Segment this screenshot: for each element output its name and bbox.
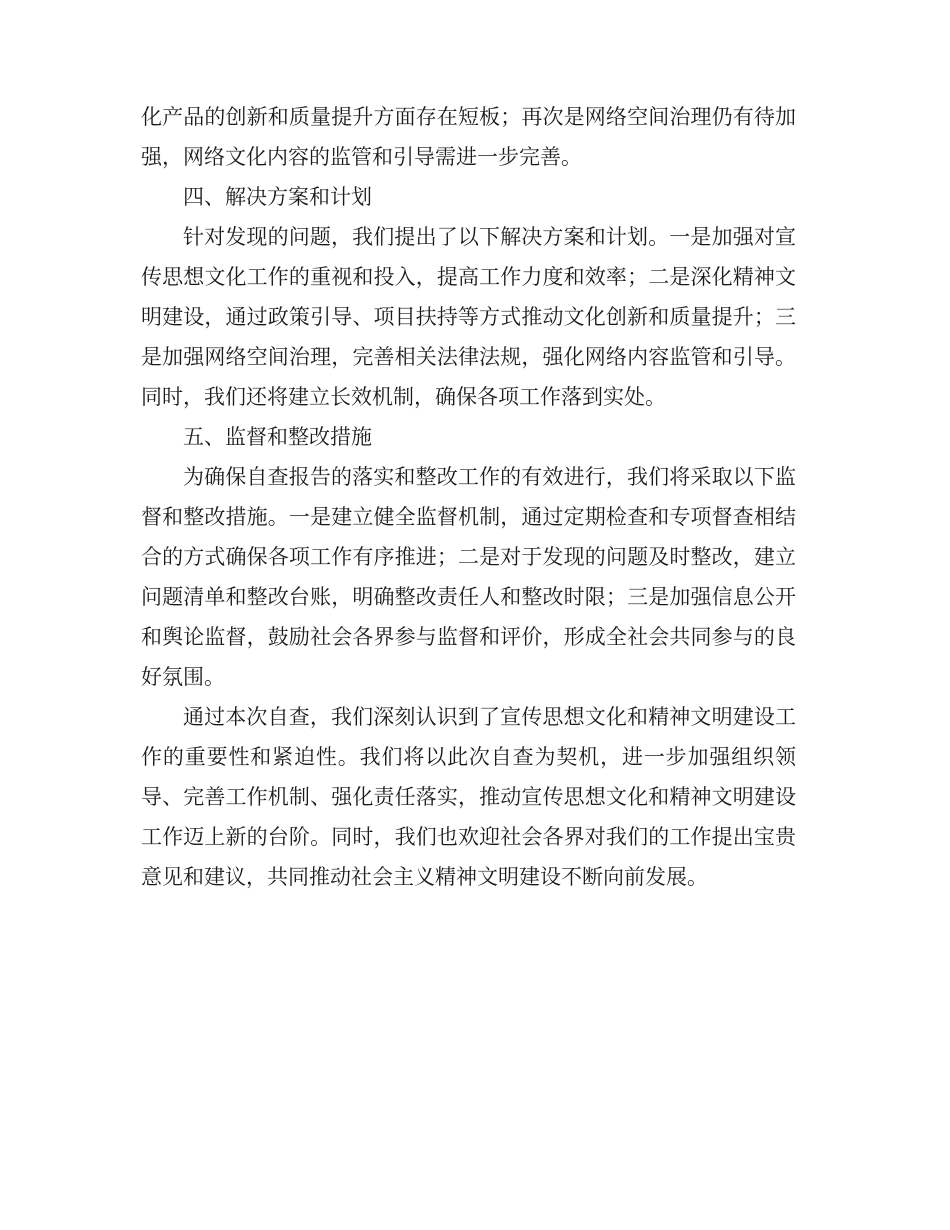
body-paragraph: 化产品的创新和质量提升方面存在短板；再次是网络空间治理仍有待加强，网络文化内容的监管和引导需进一步完善。: [141, 105, 796, 169]
section-heading-supervision: 五、监督和整改措施: [183, 425, 372, 449]
body-paragraph: 通过本次自查，我们深刻认识到了宣传思想文化和精神文明建设工作的重要性和紧迫性。我们将以此次自查为契机，进一步加强组织领导、完善工作机制、强化责任落实，推动宣传思想文化和精神文明建设工作迈上新的台阶。同时，我们也欢迎社会各界对我们的工作提出宝贵意见和建议，共同推动社会主义精神文明建设不断向前发展。: [141, 705, 796, 889]
document-body: [141, 97, 796, 897]
body-paragraph: 针对发现的问题，我们提出了以下解决方案和计划。一是加强对宣传思想文化工作的重视和投入，提高工作力度和效率；二是深化精神文明建设，通过政策引导、项目扶持等方式推动文化创新和质量提升；三是加强网络空间治理，完善相关法律法规，强化网络内容监管和引导。同时，我们还将建立长效机制，确保各项工作落到实处。: [141, 225, 796, 409]
body-paragraph: 为确保自查报告的落实和整改工作的有效进行，我们将采取以下监督和整改措施。一是建立健全监督机制，通过定期检查和专项督查相结合的方式确保各项工作有序推进；二是对于发现的问题及时整改，建立问题清单和整改台账，明确整改责任人和整改时限；三是加强信息公开和舆论监督，鼓励社会各界参与监督和评价，形成全社会共同参与的良好氛围。: [141, 465, 796, 689]
section-heading-solutions: 四、解决方案和计划: [183, 185, 372, 209]
